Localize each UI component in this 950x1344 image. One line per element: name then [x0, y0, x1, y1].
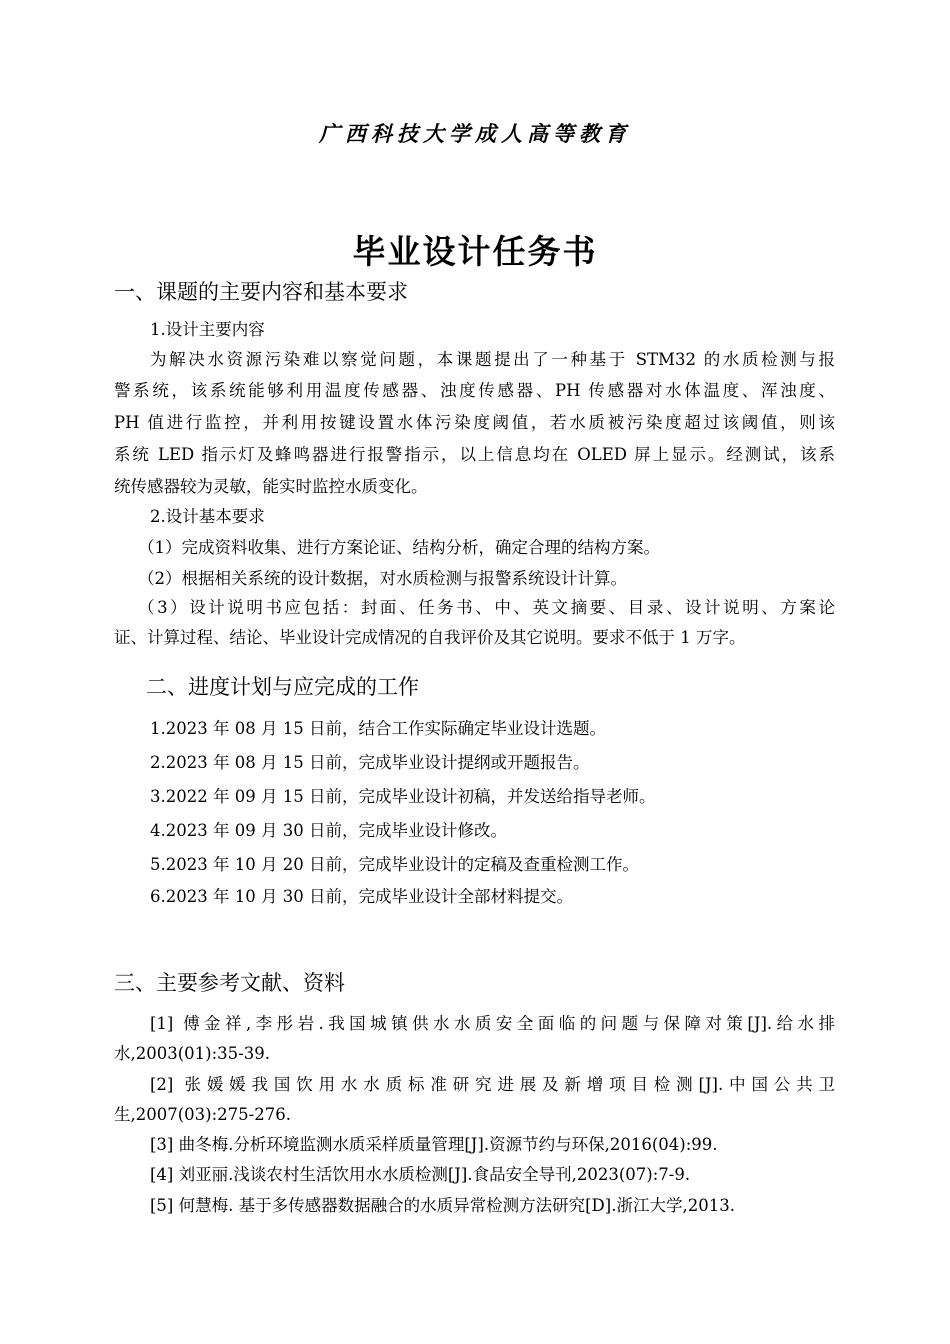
- reference-3: [3] 曲冬梅.分析环境监测水质采样质量管理[J].资源节约与环保,2016(04):99.: [150, 1135, 718, 1154]
- schedule-item-6: 6.2023 年 10 月 30 日前，完成毕业设计全部材料提交。: [150, 887, 573, 906]
- schedule-item-3: 3.2022 年 09 月 15 日前，完成毕业设计初稿，并发送给指导老师。: [150, 787, 656, 806]
- reference-1-line-1: [1] 傅金祥,李彤岩.我国城镇供水水质安全面临的问题与保障对策[J].给水排: [150, 1014, 835, 1033]
- institution-name: 广西科技大学成人高等教育: [319, 121, 631, 146]
- schedule-item-4: 4.2023 年 09 月 30 日前，完成毕业设计修改。: [150, 821, 507, 840]
- section3-heading: 三、主要参考文献、资料: [114, 971, 345, 995]
- requirement-3-line-2: 证、计算过程、结论、毕业设计完成情况的自我评价及其它说明。要求不低于 1 万字。: [114, 628, 746, 647]
- section1-para-line-3: PH 值进行监控，并利用按键设置水体污染度阈值，若水质被污染度超过该阈值，则该: [114, 413, 835, 432]
- reference-2-line-2: 生,2007(03):275-276.: [114, 1105, 291, 1124]
- requirement-2: （2）根据相关系统的设计数据，对水质检测与报警系统设计计算。: [138, 569, 627, 588]
- section1-sub2: 2.设计基本要求: [150, 507, 265, 526]
- reference-2-line-1: [2] 张媛媛我国饮用水水质标准研究进展及新增项目检测[J].中国公共卫: [150, 1075, 835, 1094]
- requirement-3-line-1: （3）设计说明书应包括：封面、任务书、中、英文摘要、目录、设计说明、方案论: [138, 598, 835, 617]
- schedule-item-1: 1.2023 年 08 月 15 日前，结合工作实际确定毕业设计选题。: [150, 719, 606, 738]
- reference-1-line-2: 水,2003(01):35-39.: [114, 1044, 270, 1063]
- schedule-item-5: 5.2023 年 10 月 20 日前，完成毕业设计的定稿及查重检测工作。: [150, 855, 639, 874]
- section2-heading: 二、进度计划与应完成的工作: [146, 675, 419, 699]
- section1-para-line-2: 警系统，该系统能够利用温度传感器、浊度传感器、PH 传感器对水体温度、浑浊度、: [114, 381, 835, 400]
- reference-4: [4] 刘亚丽.浅谈农村生活饮用水水质检测[J].食品安全导刊,2023(07):7-9.: [150, 1165, 691, 1184]
- section1-sub1: 1.设计主要内容: [150, 320, 265, 339]
- section1-para-line-5: 统传感器较为灵敏，能实时监控水质变化。: [114, 477, 428, 496]
- document-title: 毕业设计任务书: [352, 232, 598, 271]
- schedule-item-2: 2.2023 年 08 月 15 日前，完成毕业设计提纲或开题报告。: [150, 753, 590, 772]
- reference-5: [5] 何慧梅. 基于多传感器数据融合的水质异常检测方法研究[D].浙江大学,2013.: [150, 1196, 735, 1215]
- section1-para-line-1: 为解决水资源污染难以察觉问题，本课题提出了一种基于 STM32 的水质检测与报: [150, 350, 835, 369]
- section1-para-line-4: 系统 LED 指示灯及蜂鸣器进行报警指示，以上信息均在 OLED 屏上显示。经测试，该系: [114, 445, 835, 464]
- requirement-1: （1）完成资料收集、进行方案论证、结构分析，确定合理的结构方案。: [138, 538, 660, 557]
- section1-heading: 一、课题的主要内容和基本要求: [114, 280, 408, 304]
